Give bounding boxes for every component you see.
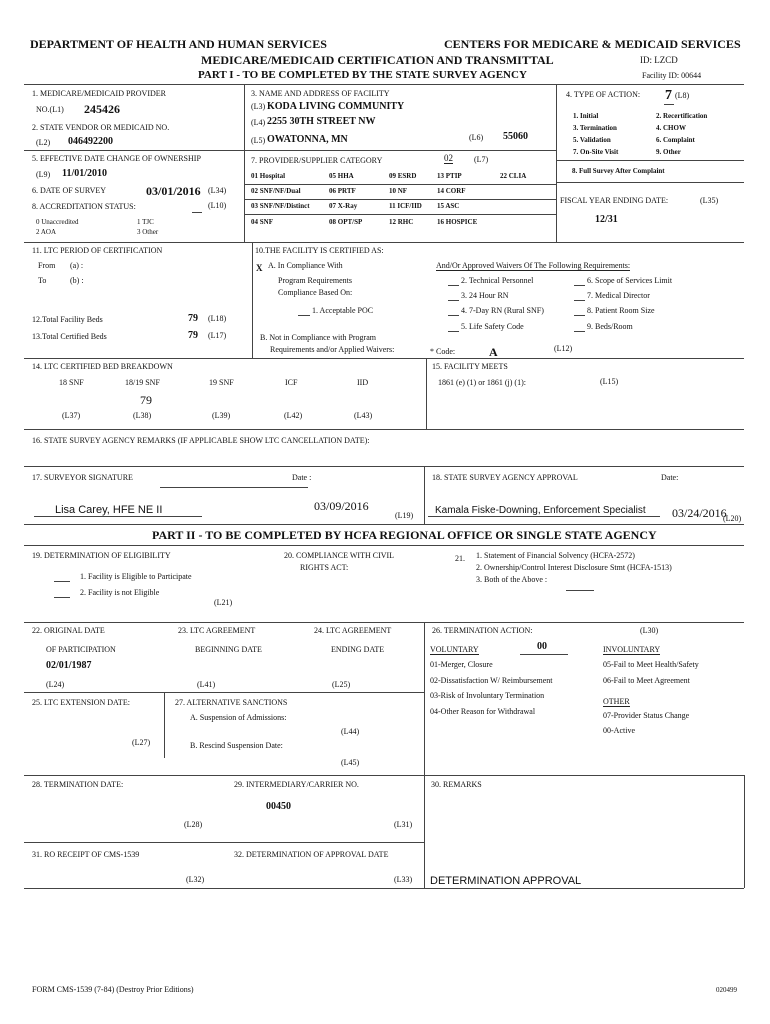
bed-code: (L39) (212, 411, 231, 420)
category-item: 22 CLIA (500, 172, 527, 180)
total-facility-beds: 79 (188, 313, 198, 324)
type-of-action-value: 7 (665, 88, 672, 103)
s21-label: 21. (455, 554, 465, 563)
s10-code-label: * Code: (430, 347, 456, 356)
s12-label: 12.Total Facility Beds (32, 315, 103, 324)
s19-code: (L21) (214, 598, 233, 607)
voluntary-option: 03-Risk of Involuntary Termination (430, 691, 545, 700)
form-code: 020499 (716, 986, 737, 994)
s15-text: 1861 (e) (1) or 1861 (j) (1): (438, 378, 526, 387)
s21-opt3: 3. Both of the Above : (476, 575, 548, 584)
s6-code: (L34) (208, 186, 227, 195)
s3-label: 3. NAME AND ADDRESS OF FACILITY (251, 89, 390, 98)
s1-no: NO.(L1) (36, 105, 64, 114)
accred-opt1: 1 TJC (137, 218, 154, 226)
s16-label: 16. STATE SURVEY AGENCY REMARKS (IF APPLICABLE SHOW LTC CANCELLATION DATE): (32, 436, 370, 445)
s8-code: (L10) (208, 201, 227, 210)
s15-label: 15. FACILITY MEETS (432, 362, 508, 371)
s18-code: (L20) (723, 514, 742, 523)
s14-label: 14. LTC CERTIFIED BED BREAKDOWN (32, 362, 173, 371)
other-heading: OTHER (603, 697, 630, 706)
s3-l3: (L3) (251, 102, 266, 111)
voluntary-option: 02-Dissatisfaction W/ Reimbursement (430, 676, 553, 685)
accred-opt0: 0 Unaccredited (36, 218, 79, 226)
other-option: 07-Provider Status Change (603, 711, 690, 720)
category-item: 08 OPT/SP (329, 218, 363, 226)
s27-a: A. Suspension of Admissions: (190, 713, 287, 722)
category-item: 14 CORF (437, 187, 466, 195)
termination-action-value: 00 (537, 641, 547, 652)
s27-label: 27. ALTERNATIVE SANCTIONS (175, 698, 288, 707)
s13-label: 13.Total Certified Beds (32, 332, 107, 341)
waiver-item: 2. Technical Personnel (461, 276, 534, 285)
action-option: 2. Recertification (656, 112, 708, 120)
surveyor-date: 03/09/2016 (314, 499, 369, 513)
s19-opt1: 1. Facility is Eligible to Participate (80, 572, 192, 581)
category-item: 11 ICF/IID (389, 202, 422, 210)
bed-code: (L37) (62, 411, 81, 420)
s10-a3: Compliance Based On: (278, 288, 353, 297)
involuntary-heading: INVOLUNTARY (603, 645, 661, 654)
s6-label: 6. DATE OF SURVEY (32, 186, 107, 195)
category-item: 12 RHC (389, 218, 414, 226)
certification-code: A (489, 345, 498, 359)
action-option: 1. Initial (573, 112, 599, 120)
bed-col: 18 SNF (59, 378, 84, 387)
s3-l4: (L4) (251, 118, 266, 127)
s1-label: 1. MEDICARE/MEDICAID PROVIDER (32, 89, 166, 98)
s22-label: 22. ORIGINAL DATE (32, 626, 105, 635)
s17-date-label: Date : (292, 473, 312, 482)
voluntary-option: 04-Other Reason for Withdrawal (430, 707, 536, 716)
s10-a: A. In Compliance With (268, 261, 343, 270)
provider-category-value: 02 (444, 153, 453, 163)
s26-code: (L30) (640, 626, 659, 635)
form-id: ID: LZCD (640, 55, 678, 65)
s3-l6: (L6) (469, 133, 484, 142)
cms-header: CENTERS FOR MEDICARE & MEDICAID SERVICES (444, 37, 741, 51)
surveyor-name: Lisa Carey, HFE NE II (55, 504, 163, 516)
action-option: 3. Termination (573, 124, 617, 132)
vendor-number: 046492200 (68, 136, 113, 147)
s17-code: (L19) (395, 511, 414, 520)
s11-to: To (38, 276, 47, 285)
category-item: 09 ESRD (389, 172, 417, 180)
category-item: 07 X-Ray (329, 202, 358, 210)
accred-opt2: 2 AOA (36, 228, 57, 236)
s25-label: 25. LTC EXTENSION DATE: (32, 698, 130, 707)
s24-label: 24. LTC AGREEMENT (314, 626, 392, 635)
s22-label2: OF PARTICIPATION (46, 645, 116, 654)
survey-date: 03/01/2016 (146, 184, 201, 198)
bed-code: (L42) (284, 411, 303, 420)
s11-a: (a) : (70, 261, 84, 270)
approver-name: Kamala Fiske-Downing, Enforcement Specialist (435, 505, 646, 516)
category-item: 16 HOSPICE (437, 218, 478, 226)
part1-title: PART I - TO BE COMPLETED BY THE STATE SURVEY AGENCY (198, 69, 527, 81)
s23-code: (L41) (197, 680, 216, 689)
fiscal-year-label: FISCAL YEAR ENDING DATE: (560, 196, 669, 205)
s5-code: (L9) (36, 170, 51, 179)
s19-label: 19. DETERMINATION OF ELIGIBILITY (32, 551, 171, 560)
s31-label: 31. RO RECEIPT OF CMS-1539 (32, 850, 140, 859)
action-option: 5. Validation (573, 136, 611, 144)
s28-code: (L28) (184, 820, 203, 829)
s25-code: (L27) (132, 738, 151, 747)
waivers-heading: And/Or Approved Waivers Of The Following Requirements: (436, 261, 631, 270)
category-item: 01 Hospital (251, 172, 286, 180)
action-option: 9. Other (656, 148, 681, 156)
waiver-item: 3. 24 Hour RN (461, 291, 509, 300)
s24-code: (L25) (332, 680, 351, 689)
s20-label: 20. COMPLIANCE WITH CIVIL (284, 551, 395, 560)
s11-b: (b) : (70, 276, 84, 285)
s27-code-a: (L44) (341, 727, 360, 736)
fiscal-year-value: 12/31 (595, 214, 618, 225)
s20-label2: RIGHTS ACT: (300, 563, 349, 572)
category-item: 15 ASC (437, 202, 460, 210)
s10-a2: Program Requirements (278, 276, 352, 285)
s26-label: 26. TERMINATION ACTION: (432, 626, 533, 635)
facility-zip: 55060 (503, 131, 528, 142)
form-number: FORM CMS-1539 (7-84) (Destroy Prior Editions) (32, 985, 194, 994)
facility-street: 2255 30TH STREET NW (267, 116, 376, 127)
involuntary-option: 06-Fail to Meet Agreement (603, 676, 690, 685)
s21-opt2: 2. Ownership/Control Interest Disclosure Stmt (HCFA-1513) (476, 563, 672, 572)
s11-from: From (38, 261, 56, 270)
waiver-item: 9. Beds/Room (587, 322, 633, 331)
waiver-item: 4. 7-Day RN (Rural SNF) (461, 306, 544, 315)
facility-id: Facility ID: 00644 (642, 71, 702, 80)
s4-label: 4. TYPE OF ACTION: (566, 90, 641, 99)
s27-code-b: (L45) (341, 758, 360, 767)
category-item: 03 SNF/NF/Distinct (251, 202, 310, 210)
category-item: 13 PTIP (437, 172, 462, 180)
s18-label: 18. STATE SURVEY AGENCY APPROVAL (432, 473, 578, 482)
s10-label: 10.THE FACILITY IS CERTIFIED AS: (255, 246, 384, 255)
s4-code: (L8) (675, 91, 690, 100)
action-option: 7. On-Site Visit (573, 148, 619, 156)
category-item: 02 SNF/NF/Dual (251, 187, 301, 195)
category-item: 04 SNF (251, 218, 273, 226)
s31-code: (L32) (186, 875, 205, 884)
s8-label: 8. ACCREDITATION STATUS: (32, 202, 136, 211)
s32-code: (L33) (394, 875, 413, 884)
s15-code: (L15) (600, 377, 619, 386)
bed-col: IID (357, 378, 369, 387)
intermediary-number: 00450 (266, 801, 291, 812)
action-option-8: 8. Full Survey After Complaint (572, 167, 665, 175)
acceptable-poc: 1. Acceptable POC (312, 306, 374, 315)
department-header: DEPARTMENT OF HEALTH AND HUMAN SERVICES (30, 37, 327, 51)
provider-number: 245426 (84, 102, 120, 116)
s3-l5: (L5) (251, 136, 266, 145)
bed-col: 19 SNF (209, 378, 234, 387)
waiver-item: 5. Life Safety Code (461, 322, 524, 331)
determination-approval: DETERMINATION APPROVAL (430, 875, 582, 887)
part2-title: PART II - TO BE COMPLETED BY HCFA REGIONAL OFFICE OR SINGLE STATE AGENCY (152, 528, 657, 542)
s12-code: (L18) (208, 314, 227, 323)
s28-label: 28. TERMINATION DATE: (32, 780, 124, 789)
s17-label: 17. SURVEYOR SIGNATURE (32, 473, 133, 482)
category-item: 10 NF (389, 187, 408, 195)
ownership-change-date: 11/01/2010 (62, 168, 108, 179)
accred-opt3: 3 Other (137, 228, 159, 236)
bed-code: (L43) (354, 411, 373, 420)
category-item: 06 PRTF (329, 187, 356, 195)
s18-date-label: Date: (661, 473, 679, 482)
s23-label2: BEGINNING DATE (195, 645, 262, 654)
snf-nf-beds: 79 (140, 393, 152, 407)
s29-code: (L31) (394, 820, 413, 829)
s24-label2: ENDING DATE (331, 645, 385, 654)
s30-label: 30. REMARKS (431, 780, 482, 789)
waiver-item: 7. Medical Director (587, 291, 650, 300)
voluntary-heading: VOLUNTARY (430, 645, 479, 654)
compliance-checkmark: X (256, 263, 263, 273)
voluntary-option: 01-Merger, Closure (430, 660, 493, 669)
facility-name: KODA LIVING COMMUNITY (267, 101, 405, 112)
s10-code-l: (L12) (554, 344, 573, 353)
fiscal-year-code: (L35) (700, 196, 719, 205)
s27-b: B. Rescind Suspension Date: (190, 741, 283, 750)
s2-code: (L2) (36, 138, 51, 147)
s10-b1: B. Not in Compliance with Program (260, 333, 376, 342)
involuntary-option: 05-Fail to Meet Health/Safety (603, 660, 699, 669)
s7-code: (L7) (474, 155, 489, 164)
s22-code: (L24) (46, 680, 65, 689)
waiver-item: 6. Scope of Services Limit (587, 276, 673, 285)
waiver-item: 8. Patient Room Size (587, 306, 655, 315)
action-option: 4. CHOW (656, 124, 686, 132)
bed-code: (L38) (133, 411, 152, 420)
s23-label: 23. LTC AGREEMENT (178, 626, 256, 635)
s5-label: 5. EFFECTIVE DATE CHANGE OF OWNERSHIP (32, 154, 201, 163)
bed-col: ICF (285, 378, 298, 387)
s11-label: 11. LTC PERIOD OF CERTIFICATION (32, 246, 163, 255)
original-participation-date: 02/01/1987 (46, 660, 92, 671)
s7-label: 7. PROVIDER/SUPPLIER CATEGORY (251, 156, 383, 165)
facility-city: OWATONNA, MN (267, 134, 348, 145)
other-option: 00-Active (603, 726, 635, 735)
s2-label: 2. STATE VENDOR OR MEDICAID NO. (32, 123, 170, 132)
s21-opt1: 1. Statement of Financial Solvency (HCFA-2572) (476, 551, 635, 560)
approval-date: 03/24/2016 (672, 506, 727, 520)
s29-label: 29. INTERMEDIARY/CARRIER NO. (234, 780, 359, 789)
s19-opt2: 2. Facility is not Eligible (80, 588, 160, 597)
category-item: 05 HHA (329, 172, 354, 180)
action-option: 6. Complaint (656, 136, 695, 144)
total-certified-beds: 79 (188, 330, 198, 341)
s13-code: (L17) (208, 331, 227, 340)
s10-b2: Requirements and/or Applied Waivers: (270, 345, 395, 354)
form-title: MEDICARE/MEDICAID CERTIFICATION AND TRANSMITTAL (201, 53, 554, 67)
bed-col: 18/19 SNF (125, 378, 160, 387)
s32-label: 32. DETERMINATION OF APPROVAL DATE (234, 850, 389, 859)
